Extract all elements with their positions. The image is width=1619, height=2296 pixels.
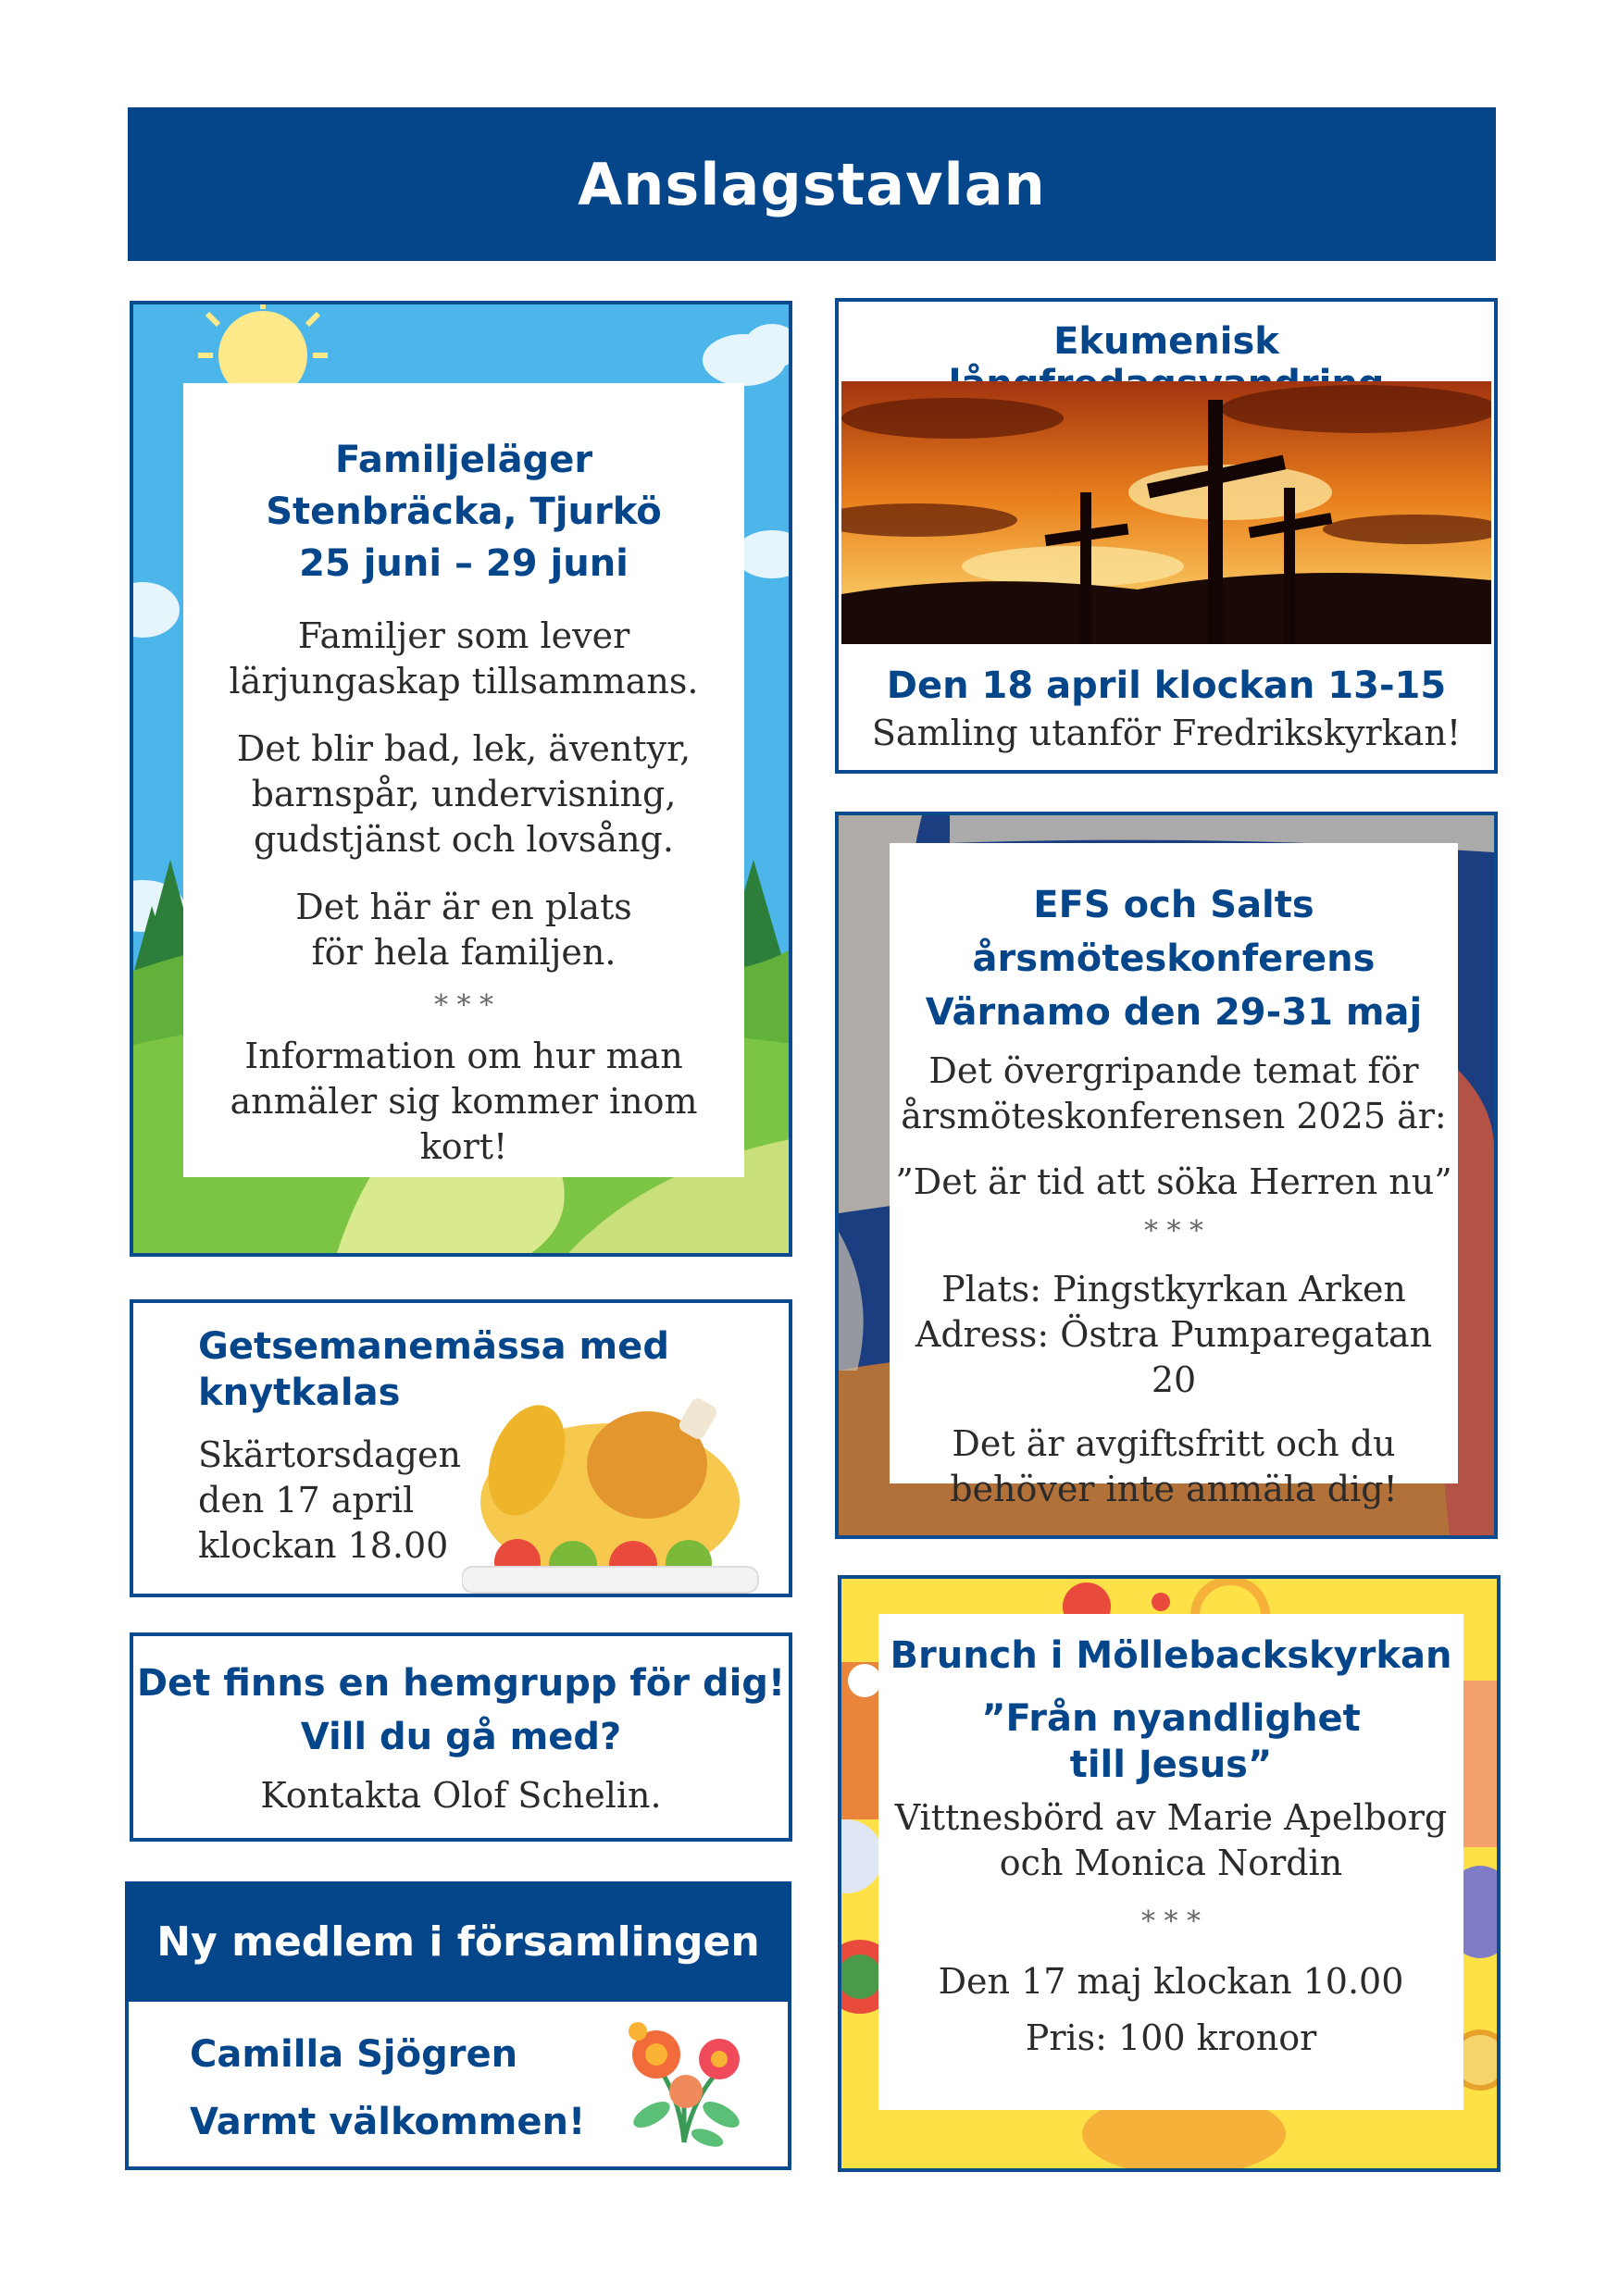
page-title: Anslagstavlan [578, 150, 1046, 218]
separator: * * * [433, 989, 494, 1022]
ecu-title: Ekumenisk [1053, 320, 1279, 363]
get-title-line-2: knytkalas [198, 1371, 401, 1414]
text-line: Det blir bad, lek, äventyr, [236, 728, 691, 769]
efs-theme: ”Det är tid att söka Herren nu” [895, 1161, 1452, 1202]
text-line: barnspår, undervisning, [251, 774, 677, 814]
ecu-place: Samling utanför Fredrikskyrkan! [871, 713, 1462, 753]
text-line: Det är avgiftsfritt och du [952, 1423, 1396, 1464]
new-member-header [125, 1881, 791, 2002]
text-line: klockan 18.00 [198, 1525, 449, 1566]
efs-place: Plats: Pingstkyrkan Arken [941, 1269, 1406, 1309]
brunch-subtitle-line-2: till Jesus” [1069, 1744, 1273, 1786]
maundy-thursday-notice [130, 1299, 792, 1597]
family-camp-notice [130, 301, 792, 1257]
new-member-notice [125, 1881, 791, 2170]
new-member-heading: Ny medlem i församlingen [156, 1917, 760, 1966]
family-paragraph-4 [183, 1034, 744, 1170]
text-line: Information om hur man [244, 1036, 683, 1076]
efs-address: Adress: Östra Pumparegatan 20 [915, 1314, 1433, 1400]
family-paragraph-2 [183, 726, 744, 863]
get-details [198, 1433, 461, 1569]
page-banner [128, 107, 1496, 261]
brunch-title: Brunch i Möllebackskyrkan [890, 1634, 1452, 1677]
hem-title-line-1: Det finns en hemgrupp för dig! [136, 1662, 786, 1705]
brunch-subtitle-line-1: ”Från nyandlighet [981, 1697, 1361, 1740]
separator: * * * [1140, 1905, 1202, 1938]
text-line: anmäler sig kommer inom kort! [230, 1081, 698, 1167]
text-line: lärjungaskap tillsammans. [229, 661, 699, 701]
family-paragraph-3 [183, 885, 744, 975]
separator: * * * [1143, 1215, 1204, 1247]
annual-conference-notice [835, 812, 1498, 1539]
text-line: Det övergripande temat för [928, 1050, 1419, 1091]
family-title-line-2: Stenbräcka, Tjurkö [266, 490, 662, 533]
roast-chicken-icon [462, 1391, 767, 1599]
home-group-notice [130, 1632, 792, 1842]
three-crosses-sunset-image [841, 381, 1491, 644]
family-title-line-1: Familjeläger [334, 439, 593, 481]
text-line: Familjer som lever [297, 615, 630, 656]
text-line: gudstjänst och lovsång. [254, 819, 674, 860]
efs-title-line-3: Värnamo den 29-31 maj [925, 991, 1423, 1034]
brunch-time: Den 17 maj klockan 10.00 [938, 1961, 1404, 2002]
text-line: Det här är en plats [295, 887, 632, 927]
efs-info [890, 1421, 1458, 1512]
text-line: Vittnesbörd av Marie Apelborg [894, 1797, 1448, 1838]
text-line: och Monica Nordin [999, 1843, 1343, 1883]
brunch-card [878, 1614, 1463, 2110]
text-line: årsmöteskonferensen 2025 är: [901, 1096, 1447, 1136]
brunch-testimony [878, 1795, 1463, 1886]
family-camp-card [183, 383, 744, 1177]
brunch-price: Pris: 100 kronor [1025, 2017, 1317, 2058]
family-paragraph-1 [183, 614, 744, 704]
flower-bouquet-icon [619, 2013, 749, 2152]
hem-contact: Kontakta Olof Schelin. [260, 1775, 662, 1816]
text-line: behöver inte anmäla dig! [950, 1469, 1398, 1509]
text-line: för hela familjen. [311, 932, 616, 973]
text-line: Skärtorsdagen [198, 1434, 461, 1475]
new-member-name: Camilla Sjögren [190, 2033, 518, 2076]
welcome-text: Varmt välkommen! [190, 2101, 586, 2143]
text-line: den 17 april [198, 1480, 415, 1520]
family-title-line-3: 25 juni – 29 juni [299, 542, 629, 585]
good-friday-walk-notice [835, 298, 1498, 774]
get-title-line-1: Getsemanemässa med [198, 1325, 669, 1368]
efs-title-line-1: EFS och Salts [1033, 884, 1314, 926]
conference-card [890, 843, 1458, 1509]
efs-title-line-2: årsmöteskonferens [972, 937, 1376, 980]
efs-theme-intro [890, 1049, 1458, 1139]
ecu-date: Den 18 april klockan 13-15 [886, 664, 1447, 707]
brunch-notice [838, 1575, 1501, 2172]
hem-title-line-2: Vill du gå med? [300, 1716, 622, 1758]
